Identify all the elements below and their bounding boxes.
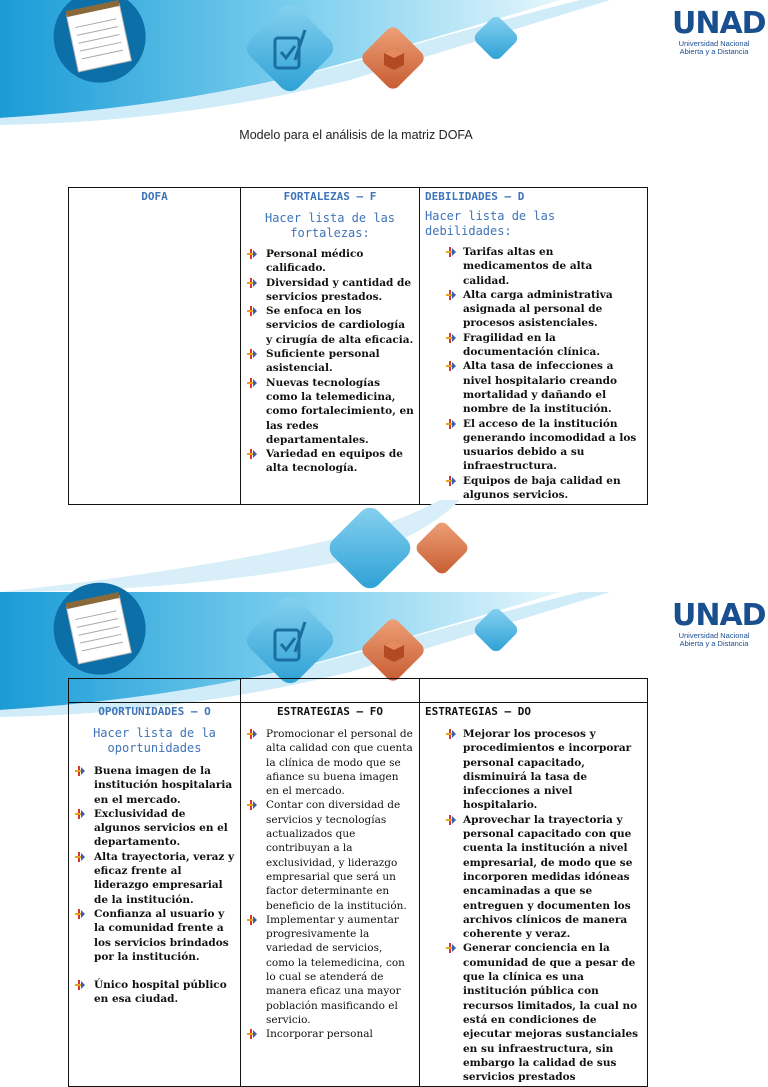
bullet-icon [246,799,258,811]
list-item: Implementar y aumentar progresivamente la variedad de servicios, como la telemedicina, con lo cual se atenderá de manera eficaz una mayor población masificando el servicio. [246,913,414,1027]
oportunidades-header: OPORTUNIDADES – O [98,705,211,718]
list-item: Suficiente personal asistencial. [246,347,414,376]
list-item: Fragilidad en la documentación clínica. [425,331,642,360]
list-item: Alta trayectoria, veraz y eficaz frente al liderazgo empresarial de la institución. [74,850,235,907]
bullet-icon [445,360,457,372]
fortalezas-header: FORTALEZAS – F [283,190,377,203]
fortalezas-list [246,247,414,476]
logo-subtitle-1: Universidad Nacional [678,39,750,48]
empty-cell [69,679,241,703]
debilidades-subtitle: Hacer lista de las debilidades: [425,209,556,238]
unad-logo [672,6,766,56]
bullet-icon [74,808,86,820]
bullet-icon [445,246,457,258]
decorative-banner [0,0,768,125]
empty-cell [420,679,648,703]
bullet-icon [246,914,258,926]
list-item: Aprovechar la trayectoria y personal capacitado con que cuenta la institución a nivel empresarial, de modo que se incorporen medidas idóneas encaminadas a que se entreguen y documenten los archivos clínicos de manera coherente y veraz. [425,813,642,942]
oportunidades-subtitle: Hacer lista de la oportunidades [93,726,216,755]
logo-subtitle-2: Abierta y a Distancia [679,639,749,648]
list-item: El acceso de la institución generando incomodidad a los usuarios debido a su infraestructura. [425,417,642,474]
list-item: Alta carga administrativa asignada al personal de procesos asistenciales. [425,288,642,331]
estrategias-fo-cell [241,703,420,1087]
list-item: Exclusividad de algunos servicios en el departamento. [74,807,235,850]
oportunidades-list [74,764,235,1007]
fortalezas-cell [241,188,420,505]
list-item: Se enfoca en los servicios de cardiología y cirugía de alta eficacia. [246,304,414,347]
bullet-icon [445,332,457,344]
estrategias-do-list [425,727,642,1084]
bullet-icon [445,475,457,487]
estrategias-fo-header: ESTRATEGIAS – FO [277,705,383,718]
list-item: Buena imagen de la institución hospitalaria en el mercado. [74,764,235,807]
decorative-footer [0,500,768,592]
bullet-icon [246,1028,258,1040]
debilidades-cell [420,188,648,505]
list-item: Personal médico calificado. [246,247,414,276]
debilidades-list [425,245,642,502]
bullet-icon [246,728,258,740]
bullet-icon [246,277,258,289]
unad-logo [672,598,766,648]
list-item: Promocionar el personal de alta calidad con que cuenta la clínica de modo que se afiance su buena imagen en el mercado. [246,727,414,798]
list-item: Generar conciencia en la comunidad de que a pesar de que la clínica es una institución pública con recursos limitados, la cual no está en condiciones de ejecutar mejoras sustanciales en su infraestructura, sin embargo la calidad de sus servicios prestados [425,941,642,1084]
bullet-icon [74,908,86,920]
logo-wordmark: UNAD [672,598,766,633]
dofa-cell [69,188,241,505]
list-item: Mejorar los procesos y procedimientos e incorporar personal capacitado, disminuirá la tasa de infecciones a nivel hospitalario. [425,727,642,813]
list-item: Tarifas altas en medicamentos de alta calidad. [425,245,642,288]
bullet-icon [246,305,258,317]
dofa-table-bottom [68,678,648,1087]
list-item: Alta tasa de infecciones a nivel hospitalario creando mortalidad y dañando el nombre de la institución. [425,359,642,416]
debilidades-header: DEBILIDADES – D [425,190,525,203]
list-item: Equipos de baja calidad en algunos servicios. [425,474,642,503]
list-item: Contar con diversidad de servicios y tecnologías actualizados que contribuyan a la exclusividad, y liderazgo empresarial que será un factor determinante en beneficio de la institución. [246,798,414,912]
list-item: Único hospital público en esa ciudad. [74,978,235,1007]
logo-wordmark: UNAD [672,6,766,41]
empty-cell [241,679,420,703]
bullet-icon [246,248,258,260]
list-item: Variedad en equipos de alta tecnología. [246,447,414,476]
dofa-header: DOFA [141,190,168,203]
bullet-icon [445,418,457,430]
dofa-table-top [68,187,648,505]
bullet-icon [445,942,457,954]
estrategias-do-cell [420,703,648,1087]
bullet-icon [246,348,258,360]
document-title: Modelo para el análisis de la matriz DOFA [239,128,473,142]
logo-subtitle-1: Universidad Nacional [678,631,750,640]
logo-subtitle-2: Abierta y a Distancia [679,47,749,56]
list-item: Confianza al usuario y la comunidad frente a los servicios brindados por la institución. [74,907,235,964]
bullet-icon [445,289,457,301]
fortalezas-subtitle: Hacer lista de las fortalezas: [264,211,396,240]
estrategias-fo-list [246,727,414,1042]
bullet-icon [74,765,86,777]
bullet-icon [246,448,258,460]
bullet-icon [74,979,86,991]
estrategias-do-header: ESTRATEGIAS – DO [425,705,531,718]
bullet-icon [74,851,86,863]
bullet-icon [246,377,258,389]
list-item: Incorporar personal [246,1027,414,1041]
list-item: Diversidad y cantidad de servicios prestados. [246,276,414,305]
bullet-icon [445,728,457,740]
bullet-icon [445,814,457,826]
oportunidades-cell [69,703,241,1087]
list-item: Nuevas tecnologías como la telemedicina, como fortalecimiento, en las redes departamentales. [246,376,414,447]
